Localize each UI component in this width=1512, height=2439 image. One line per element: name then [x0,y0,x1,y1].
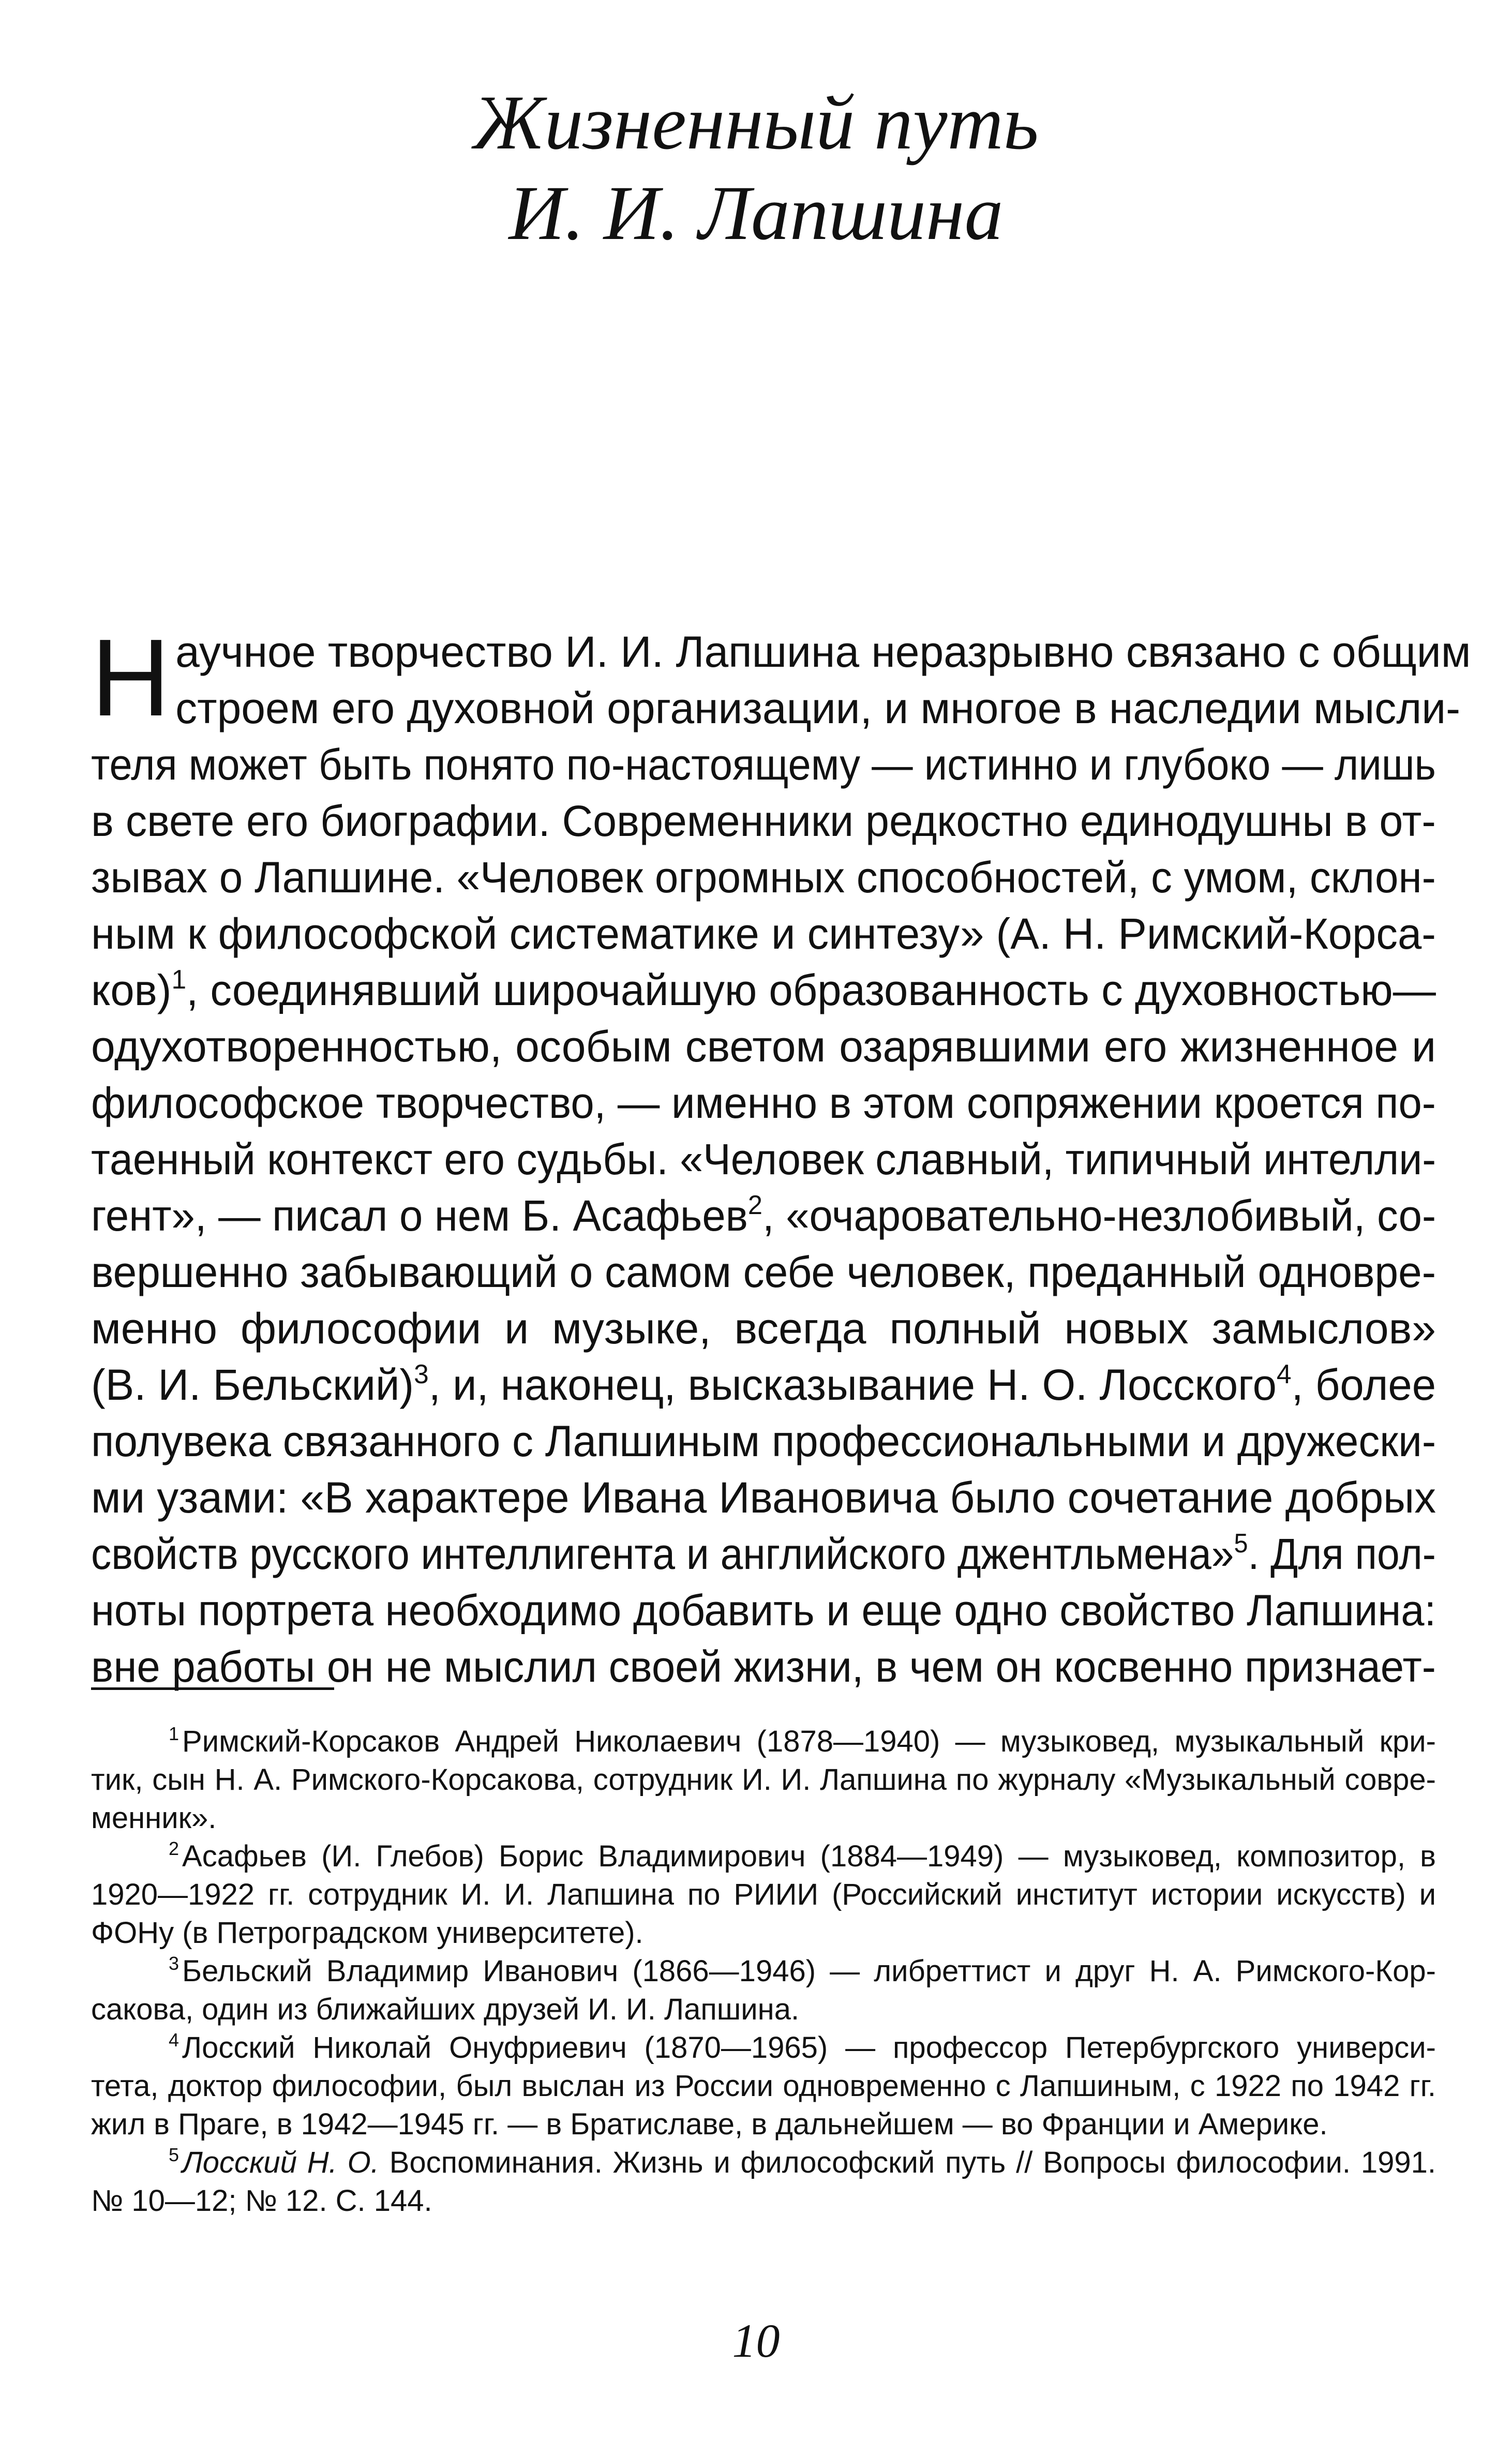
text-line: зывах о Лапшине. «Человек огромных способностей, с умом, склон- [91,853,1436,902]
text-fragment: . Для пол- [1248,1530,1436,1578]
text-fragment: гент», — писал о нем Б. Асафьев [91,1191,748,1240]
footnote-text: Асафьев (И. Глебов) Борис Владимирович (1884—1949) — музыковед, композитор, в [182,1839,1436,1873]
chapter-title [0,78,1512,259]
text-line [91,962,1436,1019]
footnote-text: Бельский Владимир Иванович (1866—1946) — либреттист и друг Н. А. Римского-Кор- [182,1954,1436,1988]
footnote-number: 2 [169,1838,179,1859]
text-line [91,1188,1436,1244]
chapter-title-line-2: И. И. Лапшина [508,170,1004,256]
footnote-text: Лосский Николай Онуфриевич (1870—1965) — профессор Петербургского универси- [182,2031,1436,2064]
footnote-ref-4[interactable]: 4 [1276,1359,1292,1389]
footnote-line: тик, сын Н. А. Римского-Корсакова, сотрудник И. И. Лапшина по журналу «Музыкальный совре- [91,1763,1436,1797]
footnote-line [91,1837,1436,1876]
text-line: таенный контекст его судьбы. «Человек славный, типичный интелли- [91,1135,1436,1184]
footnote-line: тета, доктор философии, был выслан из России одновременно с Лапшиным, с 1922 по 1942 гг. [91,2069,1436,2103]
text-line: в свете его биографии. Современники редкостно единодушны в от- [91,797,1436,845]
footnote-3 [91,1952,1436,2029]
text-fragment: ков) [91,966,172,1014]
text-line: вне работы он не мыслил своей жизни, в чем он косвенно признает- [91,1642,1436,1691]
footnote-line: сакова, один из ближайших друзей И. И. Лапшина. [91,1993,800,2026]
text-line: строем его духовной организации, и многое в наследии мысли- [175,684,1461,732]
footnotes [91,1723,1436,2220]
footnote-line [91,1952,1436,1991]
footnote-number: 4 [169,2029,179,2051]
footnote-line [91,2029,1436,2067]
footnote-text: Римский-Корсаков Андрей Николаевич (1878—1940) — музыковед, музыкальный кри- [182,1725,1436,1758]
footnote-line [91,2144,1436,2182]
footnote-ref-2[interactable]: 2 [747,1190,762,1220]
footnote-author: Лосский Н. О. [182,2146,379,2179]
text-line [91,1526,1436,1582]
footnote-text: Воспоминания. Жизнь и философский путь // Вопросы философии. 1991. [379,2146,1436,2179]
text-line: теля может быть понято по-настоящему — истинно и глубоко — лишь [91,740,1436,789]
footnote-ref-3[interactable]: 3 [414,1359,429,1389]
text-line: ми узами: «В характере Ивана Ивановича было сочетание добрых [91,1473,1436,1522]
footnote-4 [91,2029,1436,2144]
text-line [91,1357,1436,1413]
footnote-number: 1 [169,1723,179,1744]
text-line: ноты портрета необходимо добавить и еще одно свойство Лапшина: [91,1586,1436,1635]
text-line: философское творчество, — именно в этом сопряжении кроется по- [91,1079,1436,1127]
footnote-ref-1[interactable]: 1 [171,965,187,995]
text-line: полувека связанного с Лапшиным профессиональными и дружески- [91,1417,1436,1465]
footnote-line [91,1723,1436,1761]
text-fragment: , «очаровательно-незлобивый, со- [762,1191,1436,1240]
drop-cap: Н [91,616,171,739]
text-fragment: , соединявший широчайшую образованность с духовностью— [186,966,1436,1014]
text-line: вершенно забывающий о самом себе человек, преданный одновре- [91,1248,1436,1296]
footnote-line: 1920—1922 гг. сотрудник И. И. Лапшина по РИИИ (Российский институт истории искусств) и [91,1878,1436,1911]
text-fragment: , более [1291,1360,1436,1409]
footnote-ref-5[interactable]: 5 [1234,1529,1248,1559]
text-fragment: , и, наконец, высказывание Н. О. Лосского [428,1360,1277,1409]
footnote-number: 5 [169,2144,179,2165]
footnote-line: менник». [91,1801,217,1835]
text-line: ным к философской систематике и синтезу» (А. Н. Римский-Корса- [91,909,1436,958]
text-line: аучное творчество И. И. Лапшина неразрывно связано с общим [175,627,1471,676]
text-fragment: свойств русского интеллигента и английского джентльмена» [91,1530,1234,1578]
footnote-line: жил в Праге, в 1942—1945 гг. — в Братиславе, в дальнейшем — во Франции и Америке. [91,2107,1328,2141]
footnote-line: ФОНу (в Петроградском университете). [91,1916,643,1950]
footnote-2 [91,1837,1436,1952]
footnote-number: 3 [169,1953,179,1974]
chapter-title-line-1: Жизненный путь [473,80,1039,166]
main-paragraph [91,616,1471,1695]
text-line: одухотворенностью, особым светом озарявшими его жизненное и [91,1022,1436,1071]
text-fragment: (В. И. Бельский) [91,1360,414,1409]
footnote-1 [91,1723,1436,1837]
page-number: 10 [732,2314,780,2367]
footnote-divider [91,1687,334,1690]
text-line: менно философии и музыке, всегда полный новых замыслов» [91,1304,1436,1353]
footnote-5 [91,2144,1436,2220]
footnote-line: № 10—12; № 12. С. 144. [91,2184,432,2218]
